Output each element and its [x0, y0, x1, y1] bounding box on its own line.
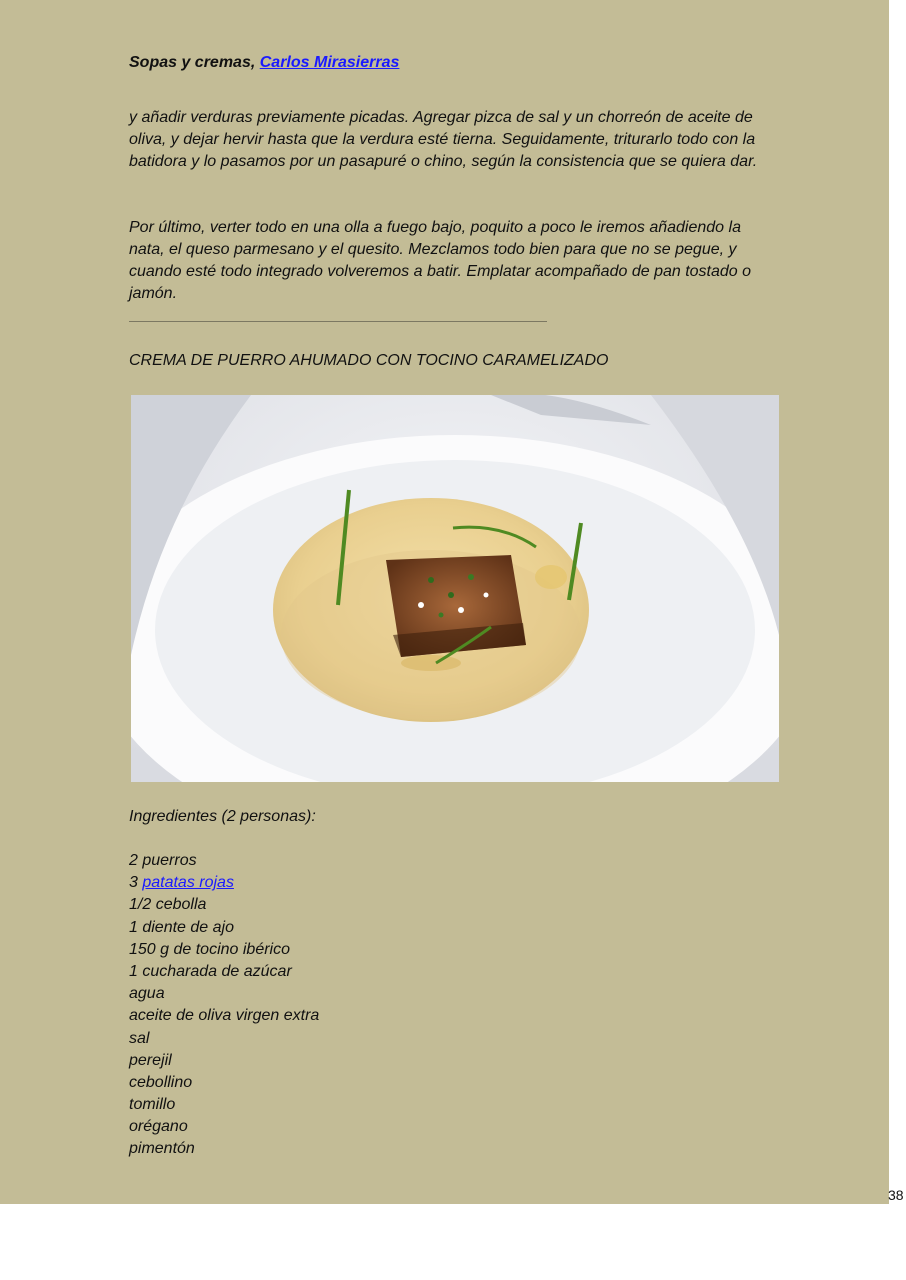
dish-photo: [131, 395, 779, 782]
ingredient-item: tomillo: [129, 1096, 176, 1114]
ingredient-item: [129, 872, 319, 894]
separator-line: [129, 321, 547, 322]
ingredient-item: sal: [129, 1029, 150, 1047]
ingredient-link-patatas-rojas[interactable]: patatas rojas: [142, 874, 234, 892]
ingredient-item: orégano: [129, 1118, 188, 1136]
ingredient-item: cebollino: [129, 1073, 193, 1091]
ingredient-item: 1 diente de ajo: [129, 918, 234, 936]
ingredient-item: 150 g de tocino ibérico: [129, 940, 290, 958]
paragraph: Por último, verter todo en una olla a fuego bajo, poquito a poco le iremos añadiendo la nata, el queso parmesano y el quesito. Mezclamos todo bien para que no se pegue, y cuando esté todo integrado volveremos a batir. Emplatar acompañado de pan tostado o jamón.: [129, 219, 752, 302]
ingredient-quantity: 3: [129, 874, 143, 892]
ingredient-item: perejil: [129, 1051, 172, 1069]
ingredient-item: 1/2 cebolla: [129, 896, 207, 914]
ingredients-heading: Ingredientes (2 personas):: [129, 808, 316, 825]
author-link[interactable]: Carlos Mirasierras: [259, 54, 400, 71]
ingredients-list: [129, 850, 319, 1161]
ingredient-item: 2 puerros: [129, 852, 197, 869]
ingredient-item: aceite de oliva virgen extra: [129, 1007, 320, 1025]
page-header: [129, 52, 399, 74]
header-section-title: Sopas y cremas,: [129, 54, 260, 71]
page-number: 38: [888, 1187, 904, 1203]
ingredient-item: 1 cucharada de azúcar: [129, 962, 292, 980]
paragraph: y añadir verduras previamente picadas. Agregar pizca de sal y un chorreón de aceite de oliva, y dejar hervir hasta que la verdura esté tierna. Seguidamente, triturarlo todo con la batidora y lo pasamos por un pasapuré o chino, según la consistencia que se quiera dar.: [129, 109, 758, 170]
soup-plate-illustration: [131, 395, 779, 782]
recipe-title: CREMA DE PUERRO AHUMADO CON TOCINO CARAMELIZADO: [129, 352, 609, 369]
ingredient-item: pimentón: [129, 1140, 195, 1158]
ingredient-item: agua: [129, 985, 165, 1003]
